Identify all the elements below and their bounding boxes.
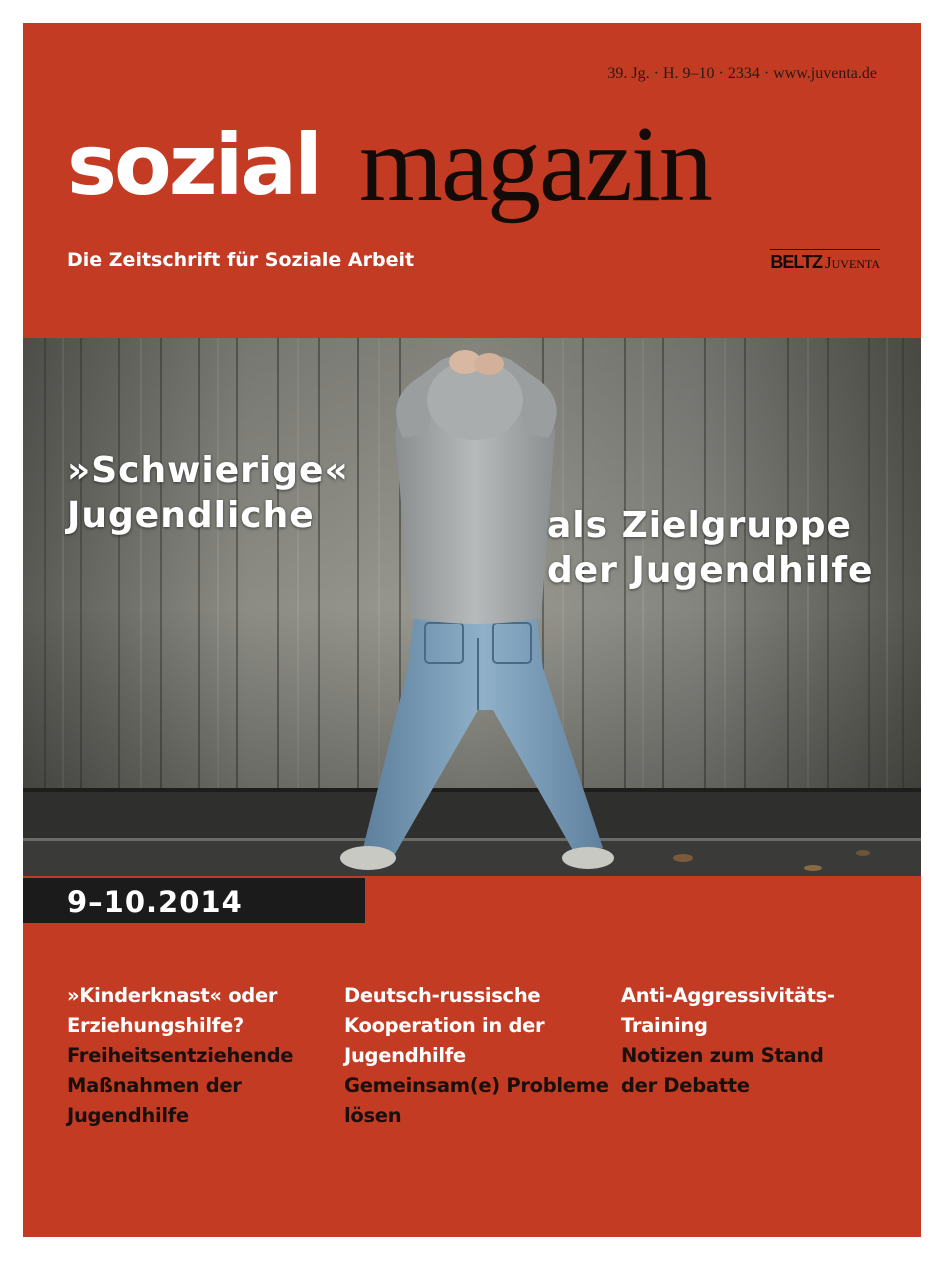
topic-item: [67, 981, 335, 1131]
topic-title-line: Anti-Aggressivitäts-: [621, 984, 835, 1007]
headline-left-line: Jugendliche: [67, 495, 315, 536]
topic-title-line: Kooperation in der: [344, 1014, 545, 1037]
headline-right-line: der Jugendhilfe: [547, 550, 874, 591]
topic-title-line: Jugendhilfe: [344, 1044, 466, 1067]
topic-subtitle-line: Gemeinsam(e) Probleme: [344, 1074, 609, 1097]
topic-title: [344, 981, 612, 1071]
topic-title-line: Erziehungshilfe?: [67, 1014, 244, 1037]
issue-date: 9–10.2014: [67, 885, 243, 919]
headline-left: [67, 448, 349, 538]
topic-subtitle-line: der Debatte: [621, 1074, 750, 1097]
topic-title-line: Deutsch-russische: [344, 984, 541, 1007]
publisher-beltz: BELTZ: [770, 252, 823, 272]
headline-right-line: als Zielgruppe: [547, 505, 852, 546]
logo-magazin: magazin: [359, 105, 711, 224]
topic-subtitle-line: lösen: [344, 1104, 402, 1127]
topic-subtitle-line: Notizen zum Stand: [621, 1044, 824, 1067]
topic-subtitle: [621, 1041, 889, 1101]
topic-title-line: Training: [621, 1014, 708, 1037]
headline-right: [547, 503, 873, 593]
topic-subtitle-line: Freiheitsentziehende: [67, 1044, 294, 1067]
issue-date-bar: [23, 878, 365, 923]
publisher-logo: [770, 249, 880, 274]
topic-item: [344, 981, 612, 1131]
topic-item: [621, 981, 889, 1101]
topic-subtitle-line: Jugendhilfe: [67, 1104, 189, 1127]
topic-title-line: »Kinderknast« oder: [67, 984, 278, 1007]
cover-photo: [23, 338, 921, 876]
topic-title: [67, 981, 335, 1041]
magazine-cover: [23, 23, 921, 1237]
headline-left-line: »Schwierige«: [67, 450, 349, 491]
logo-sozial: sozial: [67, 116, 320, 214]
tagline: Die Zeitschrift für Soziale Arbeit: [67, 249, 415, 271]
topic-subtitle-line: Maßnahmen der: [67, 1074, 242, 1097]
topic-subtitle: [344, 1071, 612, 1131]
topic-subtitle: [67, 1041, 335, 1131]
topic-title: [621, 981, 889, 1041]
cover-photo-illustration: [23, 338, 921, 876]
publisher-juventa: Juventa: [825, 253, 880, 272]
issue-meta: 39. Jg. · H. 9–10 · 2334 · www.juventa.de: [607, 65, 877, 82]
